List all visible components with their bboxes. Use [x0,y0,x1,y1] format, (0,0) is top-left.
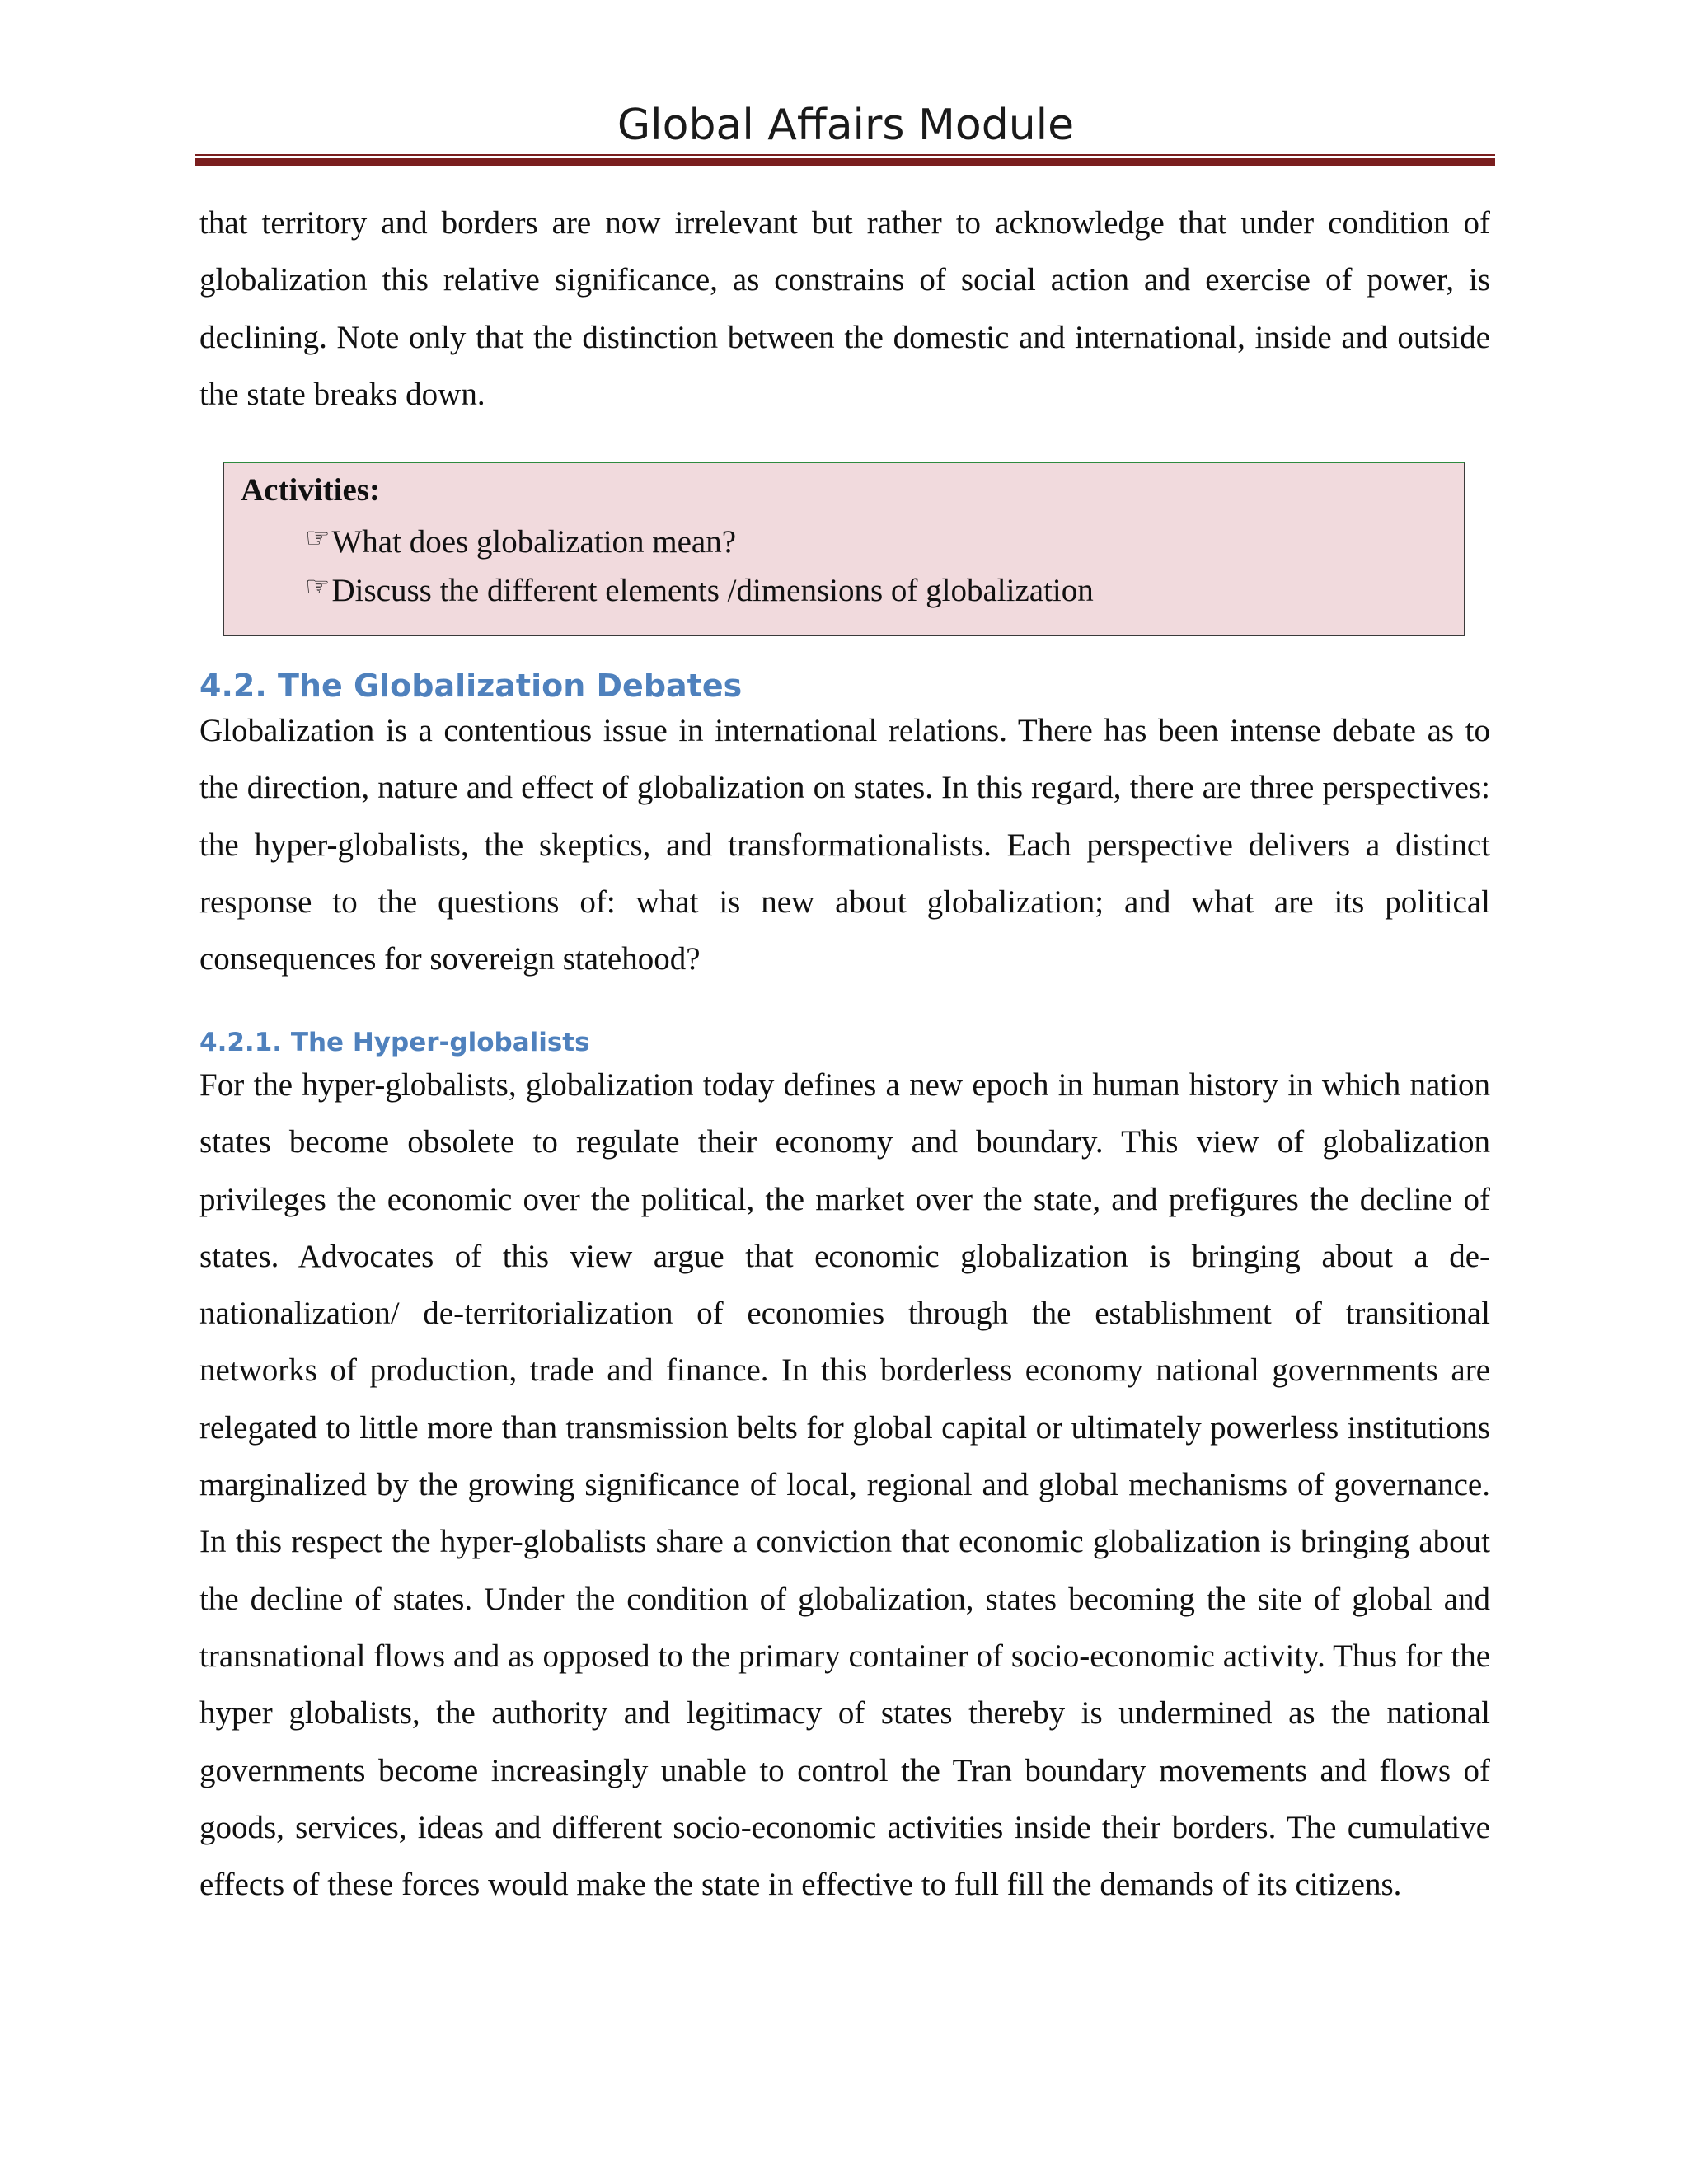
subsection-heading-hyper-globalists: 4.2.1. The Hyper-globalists [199,1028,590,1057]
header-rule [195,154,1495,166]
activity-item-text: Discuss the different elements /dimensions of globalization [331,573,1094,608]
page-header-title: Global Affairs Module [617,101,1075,150]
activity-item [305,568,1094,615]
header-rule-thin-line [195,154,1495,156]
globalization-debates-paragraph: Globalization is a contentious issue in international relations. There has been intense debate as to the direction, nature and effect of globalization on states. In this regard, there are three perspectives: the hyper-globalists, the skeptics, and transformationalists. Each perspective delivers a distinct response to the questions of: what is new about globalization; and what are its political consequences for sovereign statehood? [199,713,1490,977]
header-rule-thick-line [195,158,1495,166]
pointing-hand-icon: ☞ [305,570,331,603]
hyper-globalists-paragraph: For the hyper-globalists, globalization today defines a new epoch in human history in which nation states become obsolete to regulate their economy and boundary. This view of globalization privileges the economic over the political, the market over the state, and prefigures the decline of states. Advocates of this view argue that economic globalization is bringing about a de-nationalization/ de-territorialization of economies through the establishment of transitional networks of production, trade and finance. In this borderless economy national governments are relegated to little more than transmission belts for global capital or ultimately powerless institutions marginalized by the growing significance of local, regional and global mechanisms of governance. In this respect the hyper-globalists share a conviction that economic globalization is bringing about the decline of states. Under the condition of globalization, states becoming the site of global and transnational flows and as opposed to the primary container of socio-economic activity. Thus for the hyper globalists, the authority and legitimacy of states thereby is undermined as the national governments become increasingly unable to control the Tran boundary movements and flows of goods, services, ideas and different socio-economic activities inside their borders. The cumulative effects of these forces would make the state in effective to full fill the demands of its citizens. [199,1067,1490,1903]
activity-item-text: What does globalization mean? [331,524,737,560]
activity-item [305,519,736,566]
activities-box [223,462,1465,636]
section-heading-globalization-debates: 4.2. The Globalization Debates [199,668,743,704]
activities-title: Activities: [241,472,380,508]
pointing-hand-icon: ☞ [305,522,331,555]
intro-paragraph: that territory and borders are now irrelevant but rather to acknowledge that under condition of globalization this relative significance, as constrains of social action and exercise of power, is declining. Note only that the distinction between the domestic and international, inside and outside the state breaks down. [199,205,1490,412]
